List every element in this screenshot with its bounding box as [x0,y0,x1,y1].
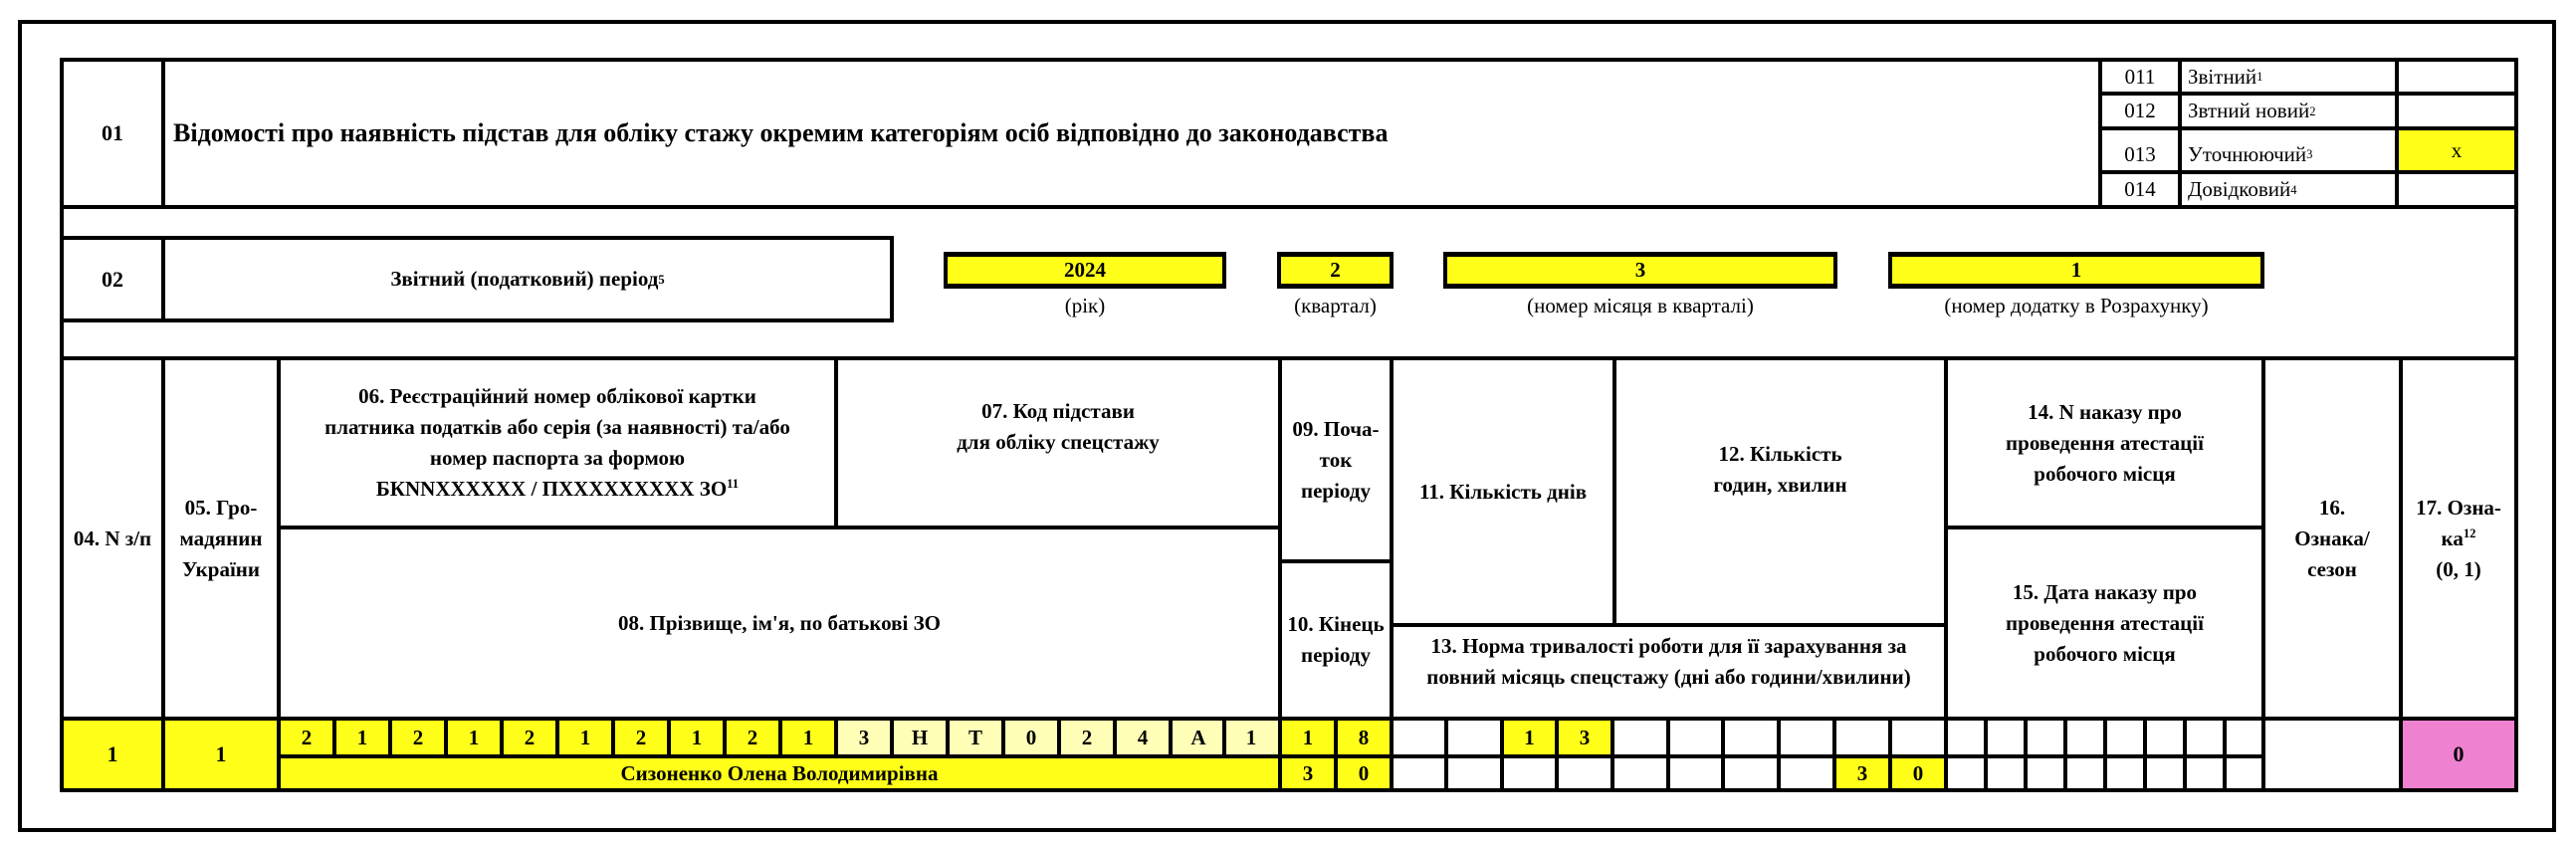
norm-digit[interactable] [1504,758,1555,788]
days-hours-digit[interactable] [1781,721,1832,754]
appendix-number-field[interactable]: 1 [1888,252,2264,289]
days-hours-digit[interactable] [1670,721,1721,754]
reg-number-digit[interactable]: 1 [336,721,388,754]
period-quarter-caption: (квартал) [1294,293,1377,317]
report-type-mark-012[interactable] [2399,96,2514,126]
report-type-code: 011 [2124,64,2156,89]
order-date-cells[interactable] [1948,758,2261,788]
days-hours-digit[interactable] [1394,721,1444,754]
base-code-char[interactable]: Т [950,721,1001,754]
norm-digit[interactable] [1614,758,1666,788]
col-header-04: 04. N з/п [73,526,152,550]
days-hours-digit[interactable] [1614,721,1666,754]
norm-digit[interactable] [1781,758,1832,788]
norm-digit[interactable] [1559,758,1610,788]
norm-digit[interactable] [1394,758,1444,788]
days-hours-digit[interactable] [1836,721,1888,754]
reg-number-digit[interactable]: 2 [504,721,555,754]
report-type-label: Уточнюючий 3 [2188,141,2313,166]
reg-number-digit[interactable]: 1 [448,721,500,754]
order-number-cells[interactable] [1948,721,2261,754]
report-type-code: 014 [2124,177,2156,201]
days-hours-digit[interactable] [1892,721,1944,754]
base-code-char[interactable]: 1 [1224,721,1278,754]
days-hours-digit[interactable]: 1 [1504,721,1555,754]
section-02-code: 02 [102,266,123,292]
col-header-10: 10. Кінець періоду [1287,612,1385,667]
col-header-05: 05. Гро-мадянин України [179,495,263,581]
norm-digit[interactable] [1448,758,1500,788]
period-year-field[interactable]: 2024 [944,252,1226,289]
period-month-field[interactable]: 3 [1443,252,1837,289]
appendix-number-caption: (номер додатку в Розрахунку) [1944,293,2209,317]
norm-digit[interactable] [1725,758,1777,788]
period-month-caption: (номер місяця в кварталі) [1527,293,1754,317]
period-start-digit[interactable]: 1 [1282,721,1334,754]
base-code-char[interactable]: 2 [1061,721,1113,754]
reg-number-digit[interactable]: 1 [559,721,611,754]
reporting-period-label: Звітний (податковий) період 5 [390,267,665,291]
period-start-digit[interactable]: 8 [1338,721,1390,754]
period-quarter-field[interactable]: 2 [1277,252,1394,289]
col-header-16: 16. Ознака/ сезон [2294,495,2370,581]
days-hours-digit[interactable] [1448,721,1500,754]
col-header-14: 14. N наказу про проведення атестації робочого місця [2006,399,2204,486]
reg-number-digit[interactable]: 2 [727,721,778,754]
base-code-char[interactable]: 0 [1005,721,1057,754]
norm-digit[interactable] [1670,758,1721,788]
base-code-char[interactable]: Н [894,721,946,754]
days-hours-digit[interactable]: 3 [1559,721,1610,754]
col-header-06: 06. Реєстраційний номер облікової картки платника податків або серія (за наявності) та/або номер паспорта за формою БКNNXXXXXX / ПXXXXXXXXX ЗО$^{11}$ [324,384,790,501]
citizen-cell[interactable]: 1 [165,721,277,788]
flag-cell[interactable]: 0 [2403,721,2514,788]
col-header-08: 08. Прізвище, ім'я, по батькові ЗО [618,610,941,635]
reg-number-digit[interactable]: 1 [782,721,834,754]
col-header-09: 09. Поча-ток періоду [1292,416,1380,503]
reg-number-digit[interactable]: 2 [615,721,667,754]
form-title: Відомості про наявність підстав для обліку стажу окремим категоріям осіб відповідно до законодавства [173,118,1389,147]
period-year-caption: (рік) [1064,293,1106,317]
report-type-label: Звтний новий 2 [2188,99,2316,122]
report-type-mark-013[interactable]: x [2399,130,2514,170]
report-type-mark-014[interactable] [2399,174,2514,205]
col-header-17: 17. Озна- $ка^{12}$ (0, 1) [2416,495,2501,581]
reg-number-digit[interactable]: 2 [281,721,332,754]
base-code-char[interactable]: А [1173,721,1224,754]
report-type-mark-011[interactable] [2399,62,2514,92]
period-end-digit[interactable]: 0 [1338,758,1390,788]
days-hours-digit[interactable] [1725,721,1777,754]
report-type-label: Довідковий 4 [2188,177,2297,201]
row-number-cell[interactable]: 1 [64,721,161,788]
col-header-12: 12. Кількість годин, хвилин [1713,442,1847,497]
reg-number-digit[interactable]: 2 [392,721,444,754]
col-header-11: 11. Кількість днів [1418,479,1588,504]
period-end-digit[interactable]: 3 [1282,758,1334,788]
norm-digit[interactable]: 3 [1836,758,1888,788]
report-type-label: Звітний 1 [2188,64,2263,89]
base-code-char[interactable]: 4 [1117,721,1169,754]
season-cell[interactable] [2265,721,2399,788]
base-code-char[interactable]: 3 [838,721,890,754]
report-type-code: 012 [2124,99,2156,122]
report-type-code: 013 [2124,141,2156,166]
section-01-code: 01 [102,120,123,145]
col-header-13: 13. Норма тривалості роботи для її зарахування за повний місяць спецстажу (дні або години/хвилини) [1426,634,1911,689]
norm-digit[interactable]: 0 [1892,758,1944,788]
col-header-15: 15. Дата наказу про проведення атестації робочого місця [2006,579,2204,666]
reg-number-digit[interactable]: 1 [671,721,723,754]
full-name-cell[interactable]: Сизоненко Олена Володимирівна [281,758,1278,788]
col-header-07: 07. Код підстави для обліку спецстажу [957,399,1160,454]
